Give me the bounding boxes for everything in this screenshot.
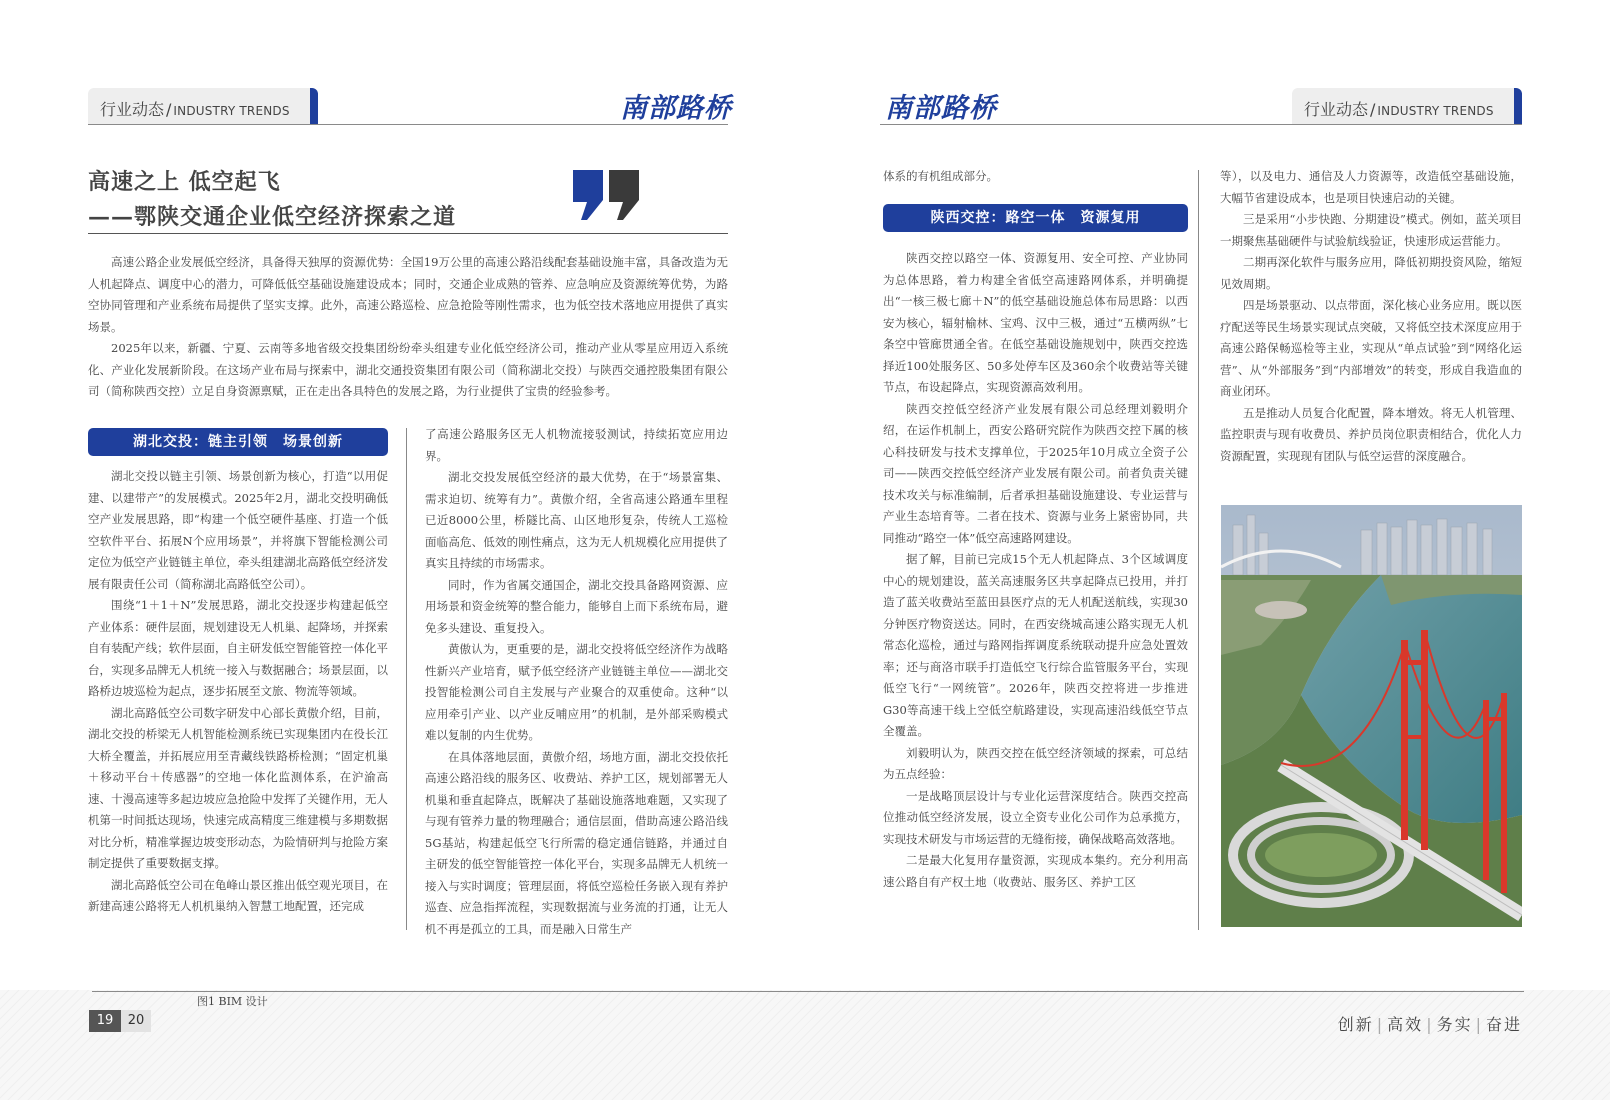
body-paragraph: 据了解，目前已完成15个无人机起降点、3个区域调度中心的规划建设，蓝关高速服务区共享起降点已投用，并打造了蓝关收费站至蓝田县医疗点的无人机配送航线，实现30分钟医疗物资送达。同时，在西安绕城高速公路实现无人机常态化巡检，通过与路网指挥调度系统联动提升应急处置效率；还与商洛市联手打造低空飞行综合监管服务平台，实现低空飞行“一网统管”。2026年，陕西交控将进一步推进G30等高速干线上空低空航路建设，实现高速沿线低空节点全覆盖。 bbox=[883, 552, 1188, 738]
body-paragraph: 陕西交控低空经济产业发展有限公司总经理刘毅明介绍，在运作机制上，西安公路研究院作为陕西交控下属的核心科技研发与技术支撑单位，于2025年10月成立全资子公司——陕西交控低空经济产业发展有限公司。前者负责关键技术攻关与标准编制，后者承担基础设施建设、专业运营与产业生态培育等。二者在技术、资源与业务上紧密协同，共同推动“路空一体”低空高速路网建设。 bbox=[883, 401, 1188, 545]
body-paragraph: 围绕“1＋1＋N”发展思路，湖北交投逐步构建起低空产业体系：硬件层面，规划建设无人机巢、起降场，并探索自有装配产线；软件层面，自主研发低空智能管控一体化平台，实现多品牌无人机统一接入与数据融合；场景层面，以路桥边坡巡检为起点，逐步拓展至文旅、物流等领域。 bbox=[88, 598, 388, 698]
body-paragraph: 陕西交控以路空一体、资源复用、安全可控、产业协同为总体思路，着力构建全省低空高速路网体系，并明确提出“一核三极七廊＋N”的低空基础设施总体布局思路：以西安为核心，辐射榆林、宝鸡、汉中三极，通过“五横两纵”七条空中管廊贯通全省。在低空基础设施规划中，陕西交控选择近100处服务区、50多处停车区及360余个收费站等关键节点，布设起降点，实现资源高效利用。 bbox=[883, 251, 1188, 394]
section-tab bbox=[1292, 88, 1516, 125]
header-rule bbox=[880, 124, 1522, 125]
tab-accent-bar bbox=[310, 88, 318, 125]
section-separator: / bbox=[166, 100, 172, 119]
body-paragraph: 湖北交投发展低空经济的最大优势，在于“场景富集、需求迫切、统筹有力”。黄傲介绍，全省高速公路通车里程已近8000公里，桥隧比高、山区地形复杂，传统人工巡检面临高危、低效的刚性痛点，这为无人机规模化应用提供了真实且持续的市场需求。 bbox=[425, 470, 728, 570]
column-3 bbox=[883, 166, 1188, 188]
column-4 bbox=[1220, 166, 1522, 467]
slogan-word: 奋进 bbox=[1485, 1015, 1522, 1034]
body-paragraph: 同时，作为省属交通国企，湖北交投具备路网资源、应用场景和资金统筹的整合能力，能够自上而下系统布局，避免多头建设、重复投入。 bbox=[425, 577, 728, 635]
body-paragraph: 一是战略顶层设计与专业化运营深度结合。陕西交控高位推动低空经济发展，设立全资专业化公司作为总承揽方，实现技术研发与市场运营的无缝衔接，确保战略高效落地。 bbox=[883, 788, 1188, 846]
section-separator: / bbox=[1370, 100, 1376, 119]
body-paragraph: 在具体落地层面，黄傲介绍，场地方面，湖北交投依托高速公路沿线的服务区、收费站、养护工区，规划部署无人机巢和垂直起降点，既解决了基础设施落地难题，又实现了与现有管养力量的物理融合；通信层面，借助高速公路沿线5G基站，构建起低空飞行所需的稳定通信链路，并通过自主研发的低空智能管控一体化平台，实现多品牌无人机统一接入与实时调度；管理层面，将低空巡检任务嵌入现有养护巡查、应急指挥流程，实现数据流与业务流的打通，让无人机不再是孤立的工具，而是融入日常生产 bbox=[425, 749, 728, 936]
body-paragraph: 了高速公路服务区无人机物流接驳测试，持续拓宽应用边界。 bbox=[425, 427, 728, 463]
column-1 bbox=[88, 466, 388, 918]
body-paragraph: 五是推动人员复合化配置，降本增效。将无人机管理、监控职责与现有收费员、养护员岗位职责相结合，优化人力资源配置，实现现有团队与低空运营的深度融合。 bbox=[1220, 405, 1522, 463]
section-heading-shaanxi: 陕西交控：路空一体 资源复用 bbox=[883, 204, 1188, 232]
slogan-word: 务实 bbox=[1436, 1015, 1473, 1034]
article-title-line2: ——鄂陕交通企业低空经济探索之道 bbox=[88, 204, 457, 230]
intro-paragraph: 高速公路企业发展低空经济，具备得天独厚的资源优势：全国19万公里的高速公路沿线配套基础设施丰富，具备改造为无人机起降点、调度中心的潜力，可降低低空基础设施建设成本；同时，交通企业成熟的管养、应急响应及资源统筹优势，为路空协同管理和产业系统布局提供了坚实支撑。此外，高速公路巡检、应急抢险等刚性需求，也为低空技术落地应用提供了真实场景。 bbox=[88, 255, 728, 334]
section-label-en: INDUSTRY TRENDS bbox=[173, 104, 290, 118]
body-paragraph: 四是场景驱动、以点带面，深化核心业务应用。既以医疗配送等民生场景实现试点突破，又将低空技术深度应用于高速公路保畅巡检等主业，实现从“单点试验”到“网络化运营”、从“外部服务”到“内部增效”的转变，形成自我造血的商业闭环。 bbox=[1220, 298, 1522, 398]
slogan-word: 创新 bbox=[1337, 1015, 1374, 1034]
section-label-en: INDUSTRY TRENDS bbox=[1377, 104, 1494, 118]
slogan-word: 高效 bbox=[1387, 1015, 1424, 1034]
article-intro bbox=[88, 252, 728, 403]
body-paragraph: 湖北高路低空公司在龟峰山景区推出低空观光项目，在新建高速公路将无人机机巢纳入智慧工地配置，还完成 bbox=[88, 877, 388, 913]
slogan: 创新 | 高效 | 务实 | 奋进 bbox=[1337, 1015, 1522, 1034]
title-rule bbox=[88, 233, 728, 234]
article-title-line1: 高速之上 低空起飞 bbox=[88, 169, 281, 195]
article-title bbox=[88, 165, 456, 231]
body-paragraph: 等），以及电力、通信及人力资源等，改造低空基础设施，大幅节省建设成本，也是项目快速启动的关键。 bbox=[1220, 169, 1522, 205]
section-heading-hubei: 湖北交投：链主引领 场景创新 bbox=[88, 428, 388, 456]
bridge-photo bbox=[1221, 505, 1522, 927]
tab-accent-bar bbox=[1514, 88, 1522, 125]
body-paragraph: 刘毅明认为，陕西交控在低空经济领域的探索，可总结为五点经验： bbox=[883, 745, 1188, 781]
body-paragraph: 体系的有机组成部分。 bbox=[883, 169, 998, 183]
body-paragraph: 二期再深化软件与服务应用，降低初期投资风险，缩短见效周期。 bbox=[1220, 255, 1522, 291]
intro-paragraph: 2025年以来，新疆、宁夏、云南等多地省级交投集团纷纷牵头组建专业化低空经济公司，推动产业从零星应用迈入系统化、产业化发展新阶段。在这场产业布局与探索中，湖北交通投资集团有限公司（简称湖北交投）与陕西交通控股集团有限公司（简称陕西交控）立足自身资源禀赋，正在走出各具特色的发展之路，为行业提供了宝贵的经验参考。 bbox=[88, 341, 728, 398]
footer-rule bbox=[92, 991, 1524, 992]
section-tab bbox=[88, 88, 312, 125]
section-label-cn: 行业动态 bbox=[1304, 100, 1369, 119]
page-number-right: 20 bbox=[121, 1010, 151, 1032]
body-paragraph: 湖北交投以链主引领、场景创新为核心，打造“以用促建、以建带产”的发展模式。2025年2月，湖北交投明确低空产业发展思路，即“构建一个低空硬件基座、打造一个低空软件平台、拓展N个应用场景”，并将旗下智能检测公司定位为低空产业链链主单位，牵头组建湖北高路低空经济发展有限责任公司（简称湖北高路低空公司）。 bbox=[88, 469, 388, 591]
column-3-body bbox=[883, 248, 1188, 893]
quote-mark-icon bbox=[573, 170, 643, 222]
body-paragraph: 三是采用“小步快跑、分期建设”模式。例如，蓝关项目一期聚焦基础硬件与试验航线验证，快速形成运营能力。 bbox=[1220, 212, 1522, 248]
body-paragraph: 湖北高路低空公司数字研发中心部长黄傲介绍，目前，湖北交投的桥梁无人机智能检测系统已实现集团内在役长江大桥全覆盖，并拓展应用至青藏线铁路桥检测；“固定机巢＋移动平台＋传感器”的空地一体化监测体系，在沪渝高速、十漫高速等多起边坡应急抢险中发挥了关键作用，无人机第一时间抵达现场，快速完成高精度三维建模与多期数据对比分析，精准掌握边坡变形动态，为险情研判与抢险方案制定提供了重要数据支撑。 bbox=[88, 705, 388, 870]
brand-logo: 南部路桥 bbox=[620, 93, 732, 124]
column-divider bbox=[1198, 170, 1199, 930]
body-paragraph: 黄傲认为，更重要的是，湖北交投将低空经济作为战略性新兴产业培育，赋予低空经济产业链链主单位——湖北交投智能检测公司自主发展与产业聚合的双重使命。这种“以应用牵引产业、以产业反哺应用”的机制，是外部采购模式难以复制的内生优势。 bbox=[425, 642, 728, 742]
column-2 bbox=[425, 424, 728, 940]
page-number-left: 19 bbox=[89, 1010, 121, 1032]
section-label-cn: 行业动态 bbox=[100, 100, 165, 119]
column-divider bbox=[406, 428, 407, 930]
figure-caption: 图1 BIM 设计 bbox=[197, 995, 268, 1008]
brand-logo: 南部路桥 bbox=[885, 93, 997, 124]
body-paragraph: 二是最大化复用存量资源，实现成本集约。充分利用高速公路自有产权土地（收费站、服务区、养护工区 bbox=[883, 853, 1188, 889]
